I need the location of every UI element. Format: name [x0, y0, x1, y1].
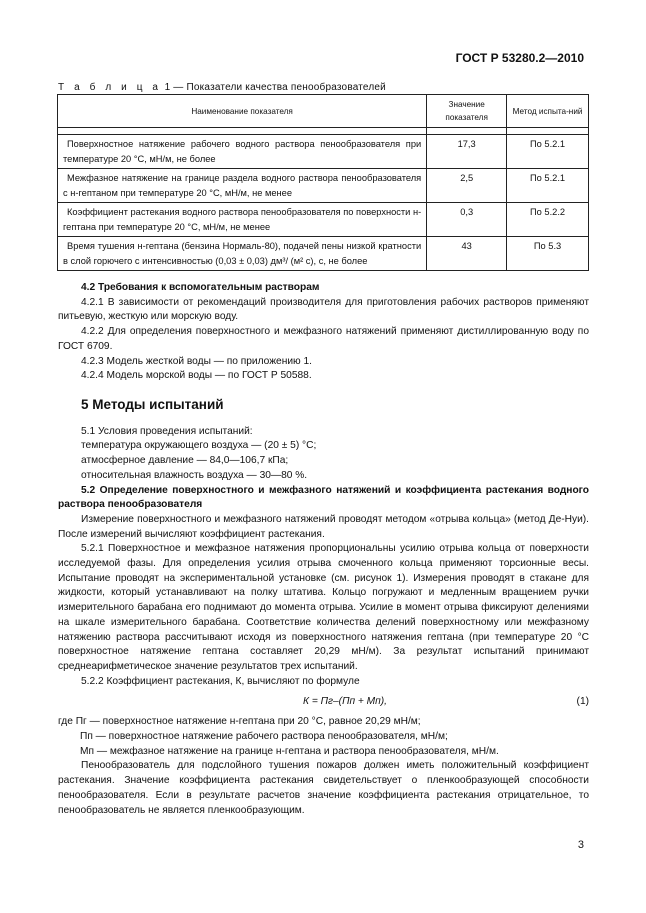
paragraph: 4.2.4 Модель морской воды — по ГОСТ Р 50588. [81, 370, 312, 382]
quality-table [57, 94, 589, 271]
paragraph: Пенообразователь для подслойного тушения пожаров должен иметь положительный коэффициент растекания. Значение коэффициента растекания свидетельствует о пленкообразующей способности пенообразователя. Если в результате расчетов значение коэффициента растекания отрицательное, то пенообразователь не является пленкообразующим. [58, 760, 589, 816]
paragraph: 4.2.3 Модель жесткой воды — по приложению 1. [81, 355, 312, 367]
table-row [58, 203, 589, 237]
table-gap-row [58, 128, 589, 135]
row-method: По 5.2.1 [507, 135, 589, 169]
table-caption-text: 1 — Показатели качества пенообразователей [164, 82, 386, 93]
page-number: 3 [577, 839, 584, 851]
col-header-method: Метод испыта-ний [507, 95, 589, 128]
row-name: Поверхностное натяжение рабочего водного раствора пенообразователя при температуре 20 °С, мН/м, не более [58, 135, 427, 169]
formula-expression: К = Пг–(Пп + Мп), [303, 696, 387, 708]
condition-item: температура окружающего воздуха — (20 ± 5) °С; [81, 440, 317, 452]
table-row [58, 135, 589, 169]
col-header-value: Значение показателя [427, 95, 507, 128]
table-caption-prefix: Т а б л и ц а [58, 82, 162, 93]
row-method: По 5.2.2 [507, 203, 589, 237]
row-value: 43 [427, 237, 507, 271]
col-header-name: Наименование показателя [58, 95, 427, 128]
paragraph: 5.2.2 Коэффициент растекания, К, вычисляют по формуле [81, 675, 360, 687]
table-header-row [58, 95, 589, 128]
definition: Пп — поверхностное натяжение рабочего раствора пенообразователя, мН/м; [80, 731, 448, 743]
row-name: Коэффициент растекания водного раствора пенообразователя по поверхности н-гептана при температуре 20 °С, мН/м, не менее [58, 203, 427, 237]
formula-number: (1) [576, 696, 589, 708]
row-method: По 5.2.1 [507, 169, 589, 203]
condition-item: относительная влажность воздуха — 30—80 %. [81, 469, 308, 481]
row-name: Межфазное натяжение на границе раздела водного раствора пенообразователя с н-гептаном при температуре 20 °С, мН/м, не менее [58, 169, 427, 203]
row-value: 17,3 [427, 135, 507, 169]
row-name: Время тушения н-гептана (бензина Нормаль-80), подачей пены низкой кратности в слой горючего с интенсивностью (0,03 ± 0,03) дм³/ (м² с), с, не более [58, 237, 427, 271]
section-heading: 5 Методы испытаний [81, 397, 224, 412]
section-4-2 [58, 281, 589, 384]
definition: Мп — межфазное натяжение на границе н-гептана и раствора пенообразователя, мН/м. [80, 745, 499, 757]
formula [58, 695, 589, 715]
formula-definitions [58, 715, 589, 759]
standard-code: ГОСТ Р 53280.2—2010 [455, 51, 584, 65]
row-value: 2,5 [427, 169, 507, 203]
section-heading: 4.2 Требования к вспомогательным растворам [81, 282, 320, 293]
row-method: По 5.3 [507, 237, 589, 271]
paragraph: 4.2.2 Для определения поверхностного и межфазного натяжений применяют дистиллированную воду по ГОСТ 6709. [58, 326, 589, 352]
subsection-heading: 5.2 Определение поверхностного и межфазного натяжений и коэффициента растекания водного раствора пенообразователя [58, 484, 589, 511]
table-row [58, 237, 589, 271]
paragraph: 5.2.1 Поверхностное и межфазное натяжения пропорциональны усилию отрыва кольца от поверхности исследуемой фазы. Для определения усилия отрыва смоченного кольца применяют торсионные весы. Испытание проводят на экспериментальной установке (см. рисунок 1). Измерения проводят в стакане для жидкости, который устанавливают на полку штатива. Кольцо погружают и медленным вращением ручки измерительного барабана его поднимают до момента отрыва. Усилие в момент отрыва фиксируют делениями на шкале измерительного барабана. Соответствие количества делений поверхностному или межфазному натяжению раствора рассчитывают исходя из поверхностного натяжения гептана (при температуре 20 °С поверхностное натяжение гептана составляет 20,29 мН/м). За результат испытаний принимают среднеарифметическое значение результатов трех испытаний. [58, 543, 589, 672]
paragraph: 5.1 Условия проведения испытаний: [81, 425, 253, 437]
table-row [58, 169, 589, 203]
condition-item: атмосферное давление — 84,0—106,7 кПа; [81, 455, 289, 467]
paragraph: Измерение поверхностного и межфазного натяжений проводят методом «отрыва кольца» (метод Де-Нуи). После измерений вычисляют коэффициент растекания. [58, 513, 589, 540]
row-value: 0,3 [427, 203, 507, 237]
section-5 [58, 398, 589, 818]
paragraph: 4.2.1 В зависимости от рекомендаций производителя для приготовления рабочих растворов применяют питьевую, жесткую или морскую воду. [58, 296, 589, 323]
table-caption [58, 82, 386, 93]
definition: где Пг — поверхностное натяжение н-гептана при 20 °С, равное 20,29 мН/м; [58, 716, 421, 728]
